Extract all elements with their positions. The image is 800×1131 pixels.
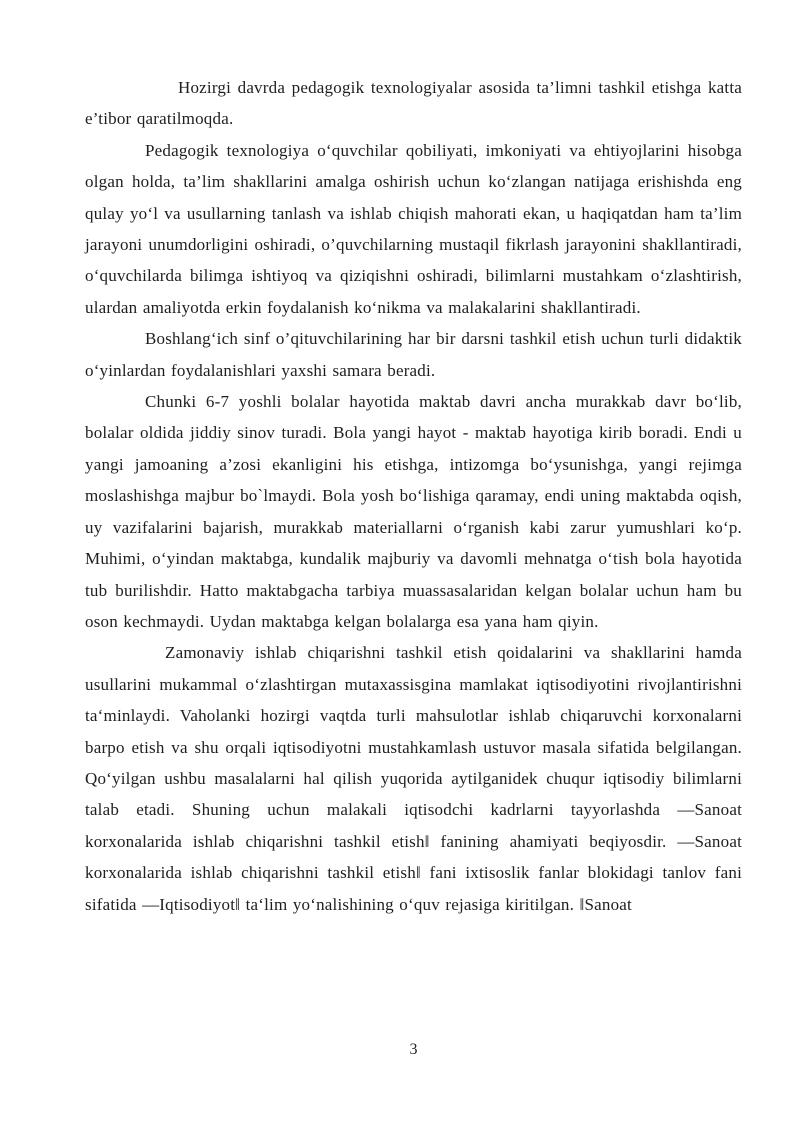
paragraph-1: Hozirgi davrda pedagogik texnologiyalar asosida ta’limni tashkil etishga katta e’tibor qaratilmoqda. bbox=[85, 78, 742, 129]
paragraph-3: Boshlang‘ich sinf o’qituvchilarining har bir darsni tashkil etish uchun turli didaktik o‘yinlardan foydalanishlari yaxshi samara beradi. bbox=[85, 329, 742, 380]
page-number: 3 bbox=[409, 1041, 418, 1058]
paragraph-4: Chunki 6-7 yoshli bolalar hayotida maktab davri ancha murakkab davr bo‘lib, bolalar oldida jiddiy sinov turadi. Bola yangi hayot - maktab hayotiga kirib boradi. Endi u yangi jamoaning a’zosi ekanligini his etishga, intizomga bo‘ysunishga, yangi rejimga moslashishga majbur bo`lmaydi. Bola yosh bo‘lishiga qaramay, endi uning maktabda oqish, uy vazifalarini bajarish, murakkab materiallarni o‘rganish kabi zarur yumushlari ko‘p. Muhimi, o‘yindan maktabga, kundalik majburiy va davomli mehnatga o‘tish bola hayotida tub burilishdir. Hatto maktabgacha tarbiya muassasalaridan kelgan bolalar uchun ham bu oson kechmaydi. Uydan maktabga kelgan bolalarga esa yana ham qiyin. bbox=[85, 392, 742, 631]
paragraph-2: Pedagogik texnologiya o‘quvchilar qobiliyati, imkoniyati va ehtiyojlarini hisobga olgan holda, ta’lim shakllarini amalga oshirish uchun ko‘zlangan natijaga erishishda eng qulay yo‘l va usullarning tanlash va ishlab chiqish mahorati ekan, u haqiqatdan ham ta’lim jarayoni unumdorligini oshiradi, o’quvchilarning mustaqil fikrlash jarayonini shakllantiradi, o‘quvchilarda bilimga ishtiyoq va qiziqishni oshiradi, bilimlarni mustahkam o‘zlashtirish, ulardan amaliyotda erkin foydalanish ko‘nikma va malakalarini shakllantiradi. bbox=[85, 140, 742, 317]
text-block bbox=[85, 72, 742, 920]
page-footer bbox=[85, 1040, 742, 1060]
paragraph-5: Zamonaviy ishlab chiqarishni tashkil etish qoidalarini va shakllarini hamda usullarini mukammal o‘zlashtirgan mutaxassisgina mamlakat iqtisodiyotini rivojlantirishni ta‘minlaydi. Vaholanki hozirgi vaqtda turli mahsulotlar ishlab chiqaruvchi korxonalarni barpo etish va shu orqali iqtisodiyotni mustahkamlash ustuvor masala sifatida belgilangan. Qo‘yilgan ushbu masalalarni hal qilish yuqorida aytilganidek chuqur iqtisodiy bilimlarni talab etadi. Shuning uchun malakali iqtisodchi kadrlarni tayyorlashda ―Sanoat korxonalarida ishlab chiqarishni tashkil etish‖ fanining ahamiyati beqiyosdir. ―Sanoat korxonalarida ishlab chiqarishni tashkil etish‖ fani ixtisoslik fanlar blokidagi tanlov fani sifatida ―Iqtisodiyot‖ ta‘lim yo‘nalishining o‘quv rejasiga kiritilgan. ‖Sanoat bbox=[85, 643, 742, 914]
